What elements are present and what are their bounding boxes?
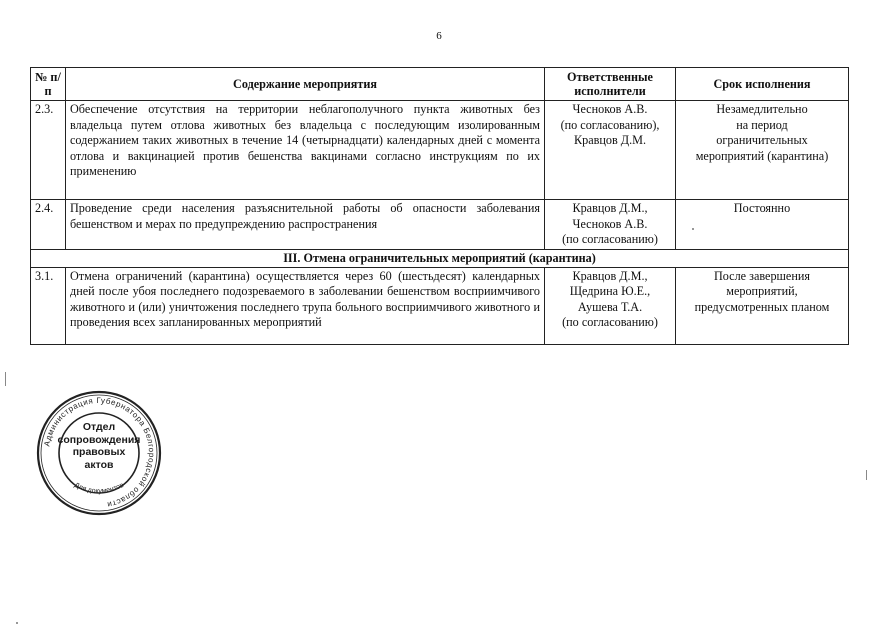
table-header-row: [31, 68, 849, 101]
term-line: мероприятий,: [726, 284, 798, 298]
header-num: № п/п: [31, 68, 66, 101]
scan-margin-mark: [5, 372, 6, 386]
stamp-line: актов: [84, 458, 114, 471]
row-content: Обеспечение отсутствия на территории неблагополучного пункта животных без владельца путем отлова животных без владельца с последующим изолированным содержанием таких животных в течение 14 (четырнадцати) календарных дней с момента отлова и вакцинацией против бешенства вакцинами согласно инструкциям по их применению: [66, 101, 545, 200]
responsible-line: Щедрина Ю.Е.,: [569, 284, 651, 298]
responsible-line: Кравцов Д.М.,: [572, 268, 648, 283]
term-line: После завершения: [713, 268, 810, 283]
responsible-line: Кравцов Д.М.,: [572, 201, 648, 215]
row-number: 2.3.: [31, 101, 66, 200]
stamp-center-text: [34, 421, 164, 471]
table-row: [31, 101, 849, 200]
responsible-line: Кравцов Д.М.: [573, 133, 647, 147]
row-responsible: [545, 200, 676, 250]
svg-text:Для документов: Для документов: [73, 481, 125, 496]
table-row: [31, 267, 849, 344]
section-row: [31, 249, 849, 267]
term-line: Незамедлительно: [716, 102, 808, 116]
responsible-line: (по согласованию): [562, 315, 658, 329]
scan-dot: [692, 228, 694, 230]
stamp-line: сопровождения: [57, 433, 141, 446]
measures-table: [30, 67, 849, 345]
row-term: [676, 267, 849, 344]
row-responsible: [545, 267, 676, 344]
table-row: [31, 200, 849, 250]
responsible-line: (по согласованию): [562, 232, 658, 246]
responsible-line: Чесноков А.В.: [572, 102, 648, 116]
scan-margin-mark: [866, 470, 867, 480]
term-line: мероприятий (карантина): [695, 148, 829, 163]
row-number: 3.1.: [31, 267, 66, 344]
term-line: на период: [736, 117, 788, 132]
responsible-line: (по согласованию),: [560, 117, 660, 132]
responsible-line: Чесноков А.В.: [572, 216, 648, 231]
section-title: III. Отмена ограничительных мероприятий (карантина): [31, 249, 849, 267]
stamp-line: Отдел: [82, 421, 116, 433]
row-number: 2.4.: [31, 200, 66, 250]
page-number: 6: [436, 30, 442, 42]
header-responsible: Ответственные исполнители: [545, 68, 676, 101]
row-responsible: [545, 101, 676, 200]
term-line: Постоянно: [733, 201, 791, 215]
office-stamp: [34, 388, 164, 518]
row-content: Проведение среди населения разъяснительной работы об опасности заболевания бешенством и мерах по предупреждению распространения: [66, 200, 545, 250]
header-term: Срок исполнения: [676, 68, 849, 101]
row-term: [676, 101, 849, 200]
term-line: ограничительных: [716, 133, 808, 147]
scan-dot: [16, 622, 18, 624]
header-content: Содержание мероприятия: [66, 68, 545, 101]
term-line: предусмотренных планом: [694, 299, 830, 314]
row-content: Отмена ограничений (карантина) осуществляется через 60 (шестьдесят) календарных дней после убоя последнего подозреваемого в заболевании бешенством восприимчивого животного и (или) уничтожения последнего трупа больного восприимчивого животного и проведения всех запланированных мероприятий: [66, 267, 545, 344]
row-term: [676, 200, 849, 250]
responsible-line: Аушева Т.А.: [577, 299, 643, 314]
stamp-line: правовых: [72, 446, 126, 458]
svg-text:Администрация Губернатора Белг: Администрация Губернатора Белгородской области: [42, 395, 157, 510]
